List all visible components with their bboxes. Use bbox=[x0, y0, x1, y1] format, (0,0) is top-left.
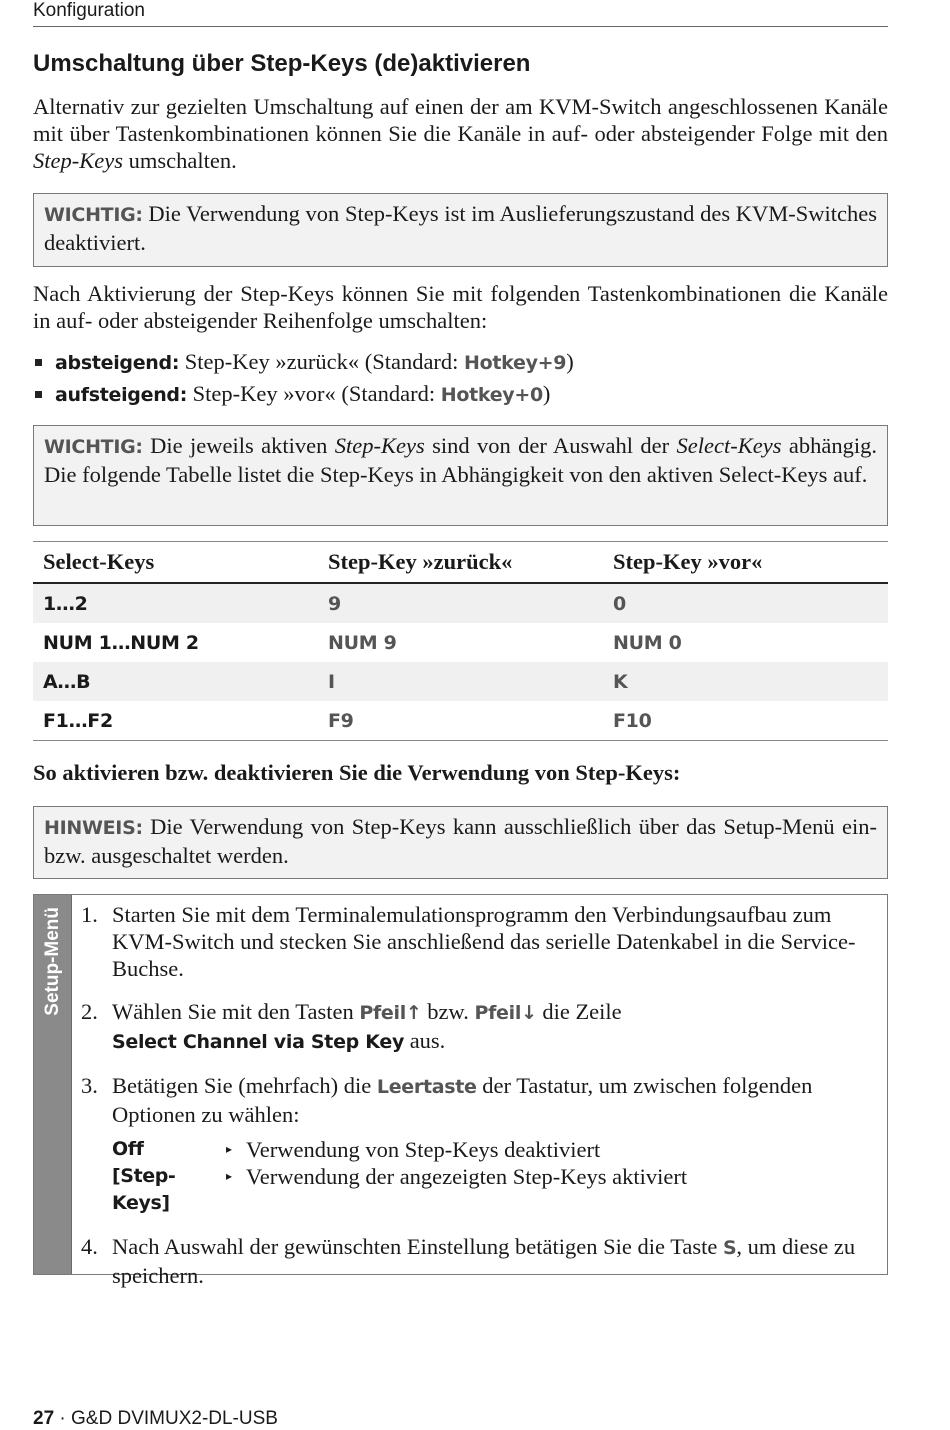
step-number: 2. bbox=[81, 999, 98, 1024]
key-s: S bbox=[722, 1237, 737, 1259]
option-description: Verwendung von Step-Keys deaktiviert bbox=[246, 1137, 601, 1162]
table-cell: I bbox=[318, 662, 603, 701]
table-cell: K bbox=[603, 662, 888, 701]
option-list bbox=[112, 1136, 871, 1217]
step-number: 1. bbox=[81, 902, 98, 927]
note-emphasis: Step-Keys bbox=[334, 433, 425, 458]
setup-menu-label: Setup-Menü bbox=[41, 907, 63, 1016]
table-cell: 0 bbox=[603, 583, 888, 623]
step-text: Starten Sie mit dem Terminalemulationsprogramm den Verbindungsaufbau zum KVM-Switch und stecken Sie anschließend das serielle Datenkabel in die Service-Buchse. bbox=[112, 902, 856, 981]
note-text: sind von der Auswahl der bbox=[424, 433, 677, 458]
step-text: Betätigen Sie (mehrfach) die bbox=[112, 1073, 377, 1098]
note-text: abhängig. Die folgende Tabelle listet die Step-Keys in Abhängigkeit von den aktiven Select-Keys auf. bbox=[44, 433, 877, 487]
step-text: aus. bbox=[404, 1028, 446, 1053]
header-rule bbox=[33, 26, 888, 27]
option-step-keys bbox=[112, 1163, 871, 1217]
bullet-text-end: ) bbox=[566, 349, 574, 374]
table-cell: F1…F2 bbox=[33, 701, 318, 741]
bullet-square-icon bbox=[35, 391, 42, 398]
note-label: HINWEIS: bbox=[44, 817, 143, 839]
table-cell: NUM 9 bbox=[328, 631, 397, 654]
step-4 bbox=[81, 1233, 871, 1289]
procedure-steps bbox=[81, 901, 871, 1305]
step-text: , um diese zu speichern. bbox=[112, 1234, 856, 1288]
activation-paragraph: Nach Aktivierung der Step-Keys können Sie mit folgenden Tastenkombinationen die Kanäle in auf- oder absteigender Reihenfolge umschalten: bbox=[33, 281, 888, 333]
step-text: bzw. bbox=[421, 999, 475, 1024]
step-text: der Tastatur, um zwischen folgenden Optionen zu wählen: bbox=[112, 1073, 813, 1127]
bullet-key: Hotkey+9 bbox=[464, 352, 567, 374]
table-cell: A…B bbox=[33, 662, 318, 701]
table-row bbox=[33, 583, 888, 623]
section-header: Konfiguration bbox=[33, 0, 145, 21]
bullet-text: Step-Key »vor« (Standard: bbox=[187, 381, 441, 406]
bullet-text: Step-Key »zurück« (Standard: bbox=[179, 349, 465, 374]
note-label: WICHTIG: bbox=[44, 204, 143, 226]
bullet-text-end: ) bbox=[542, 381, 551, 406]
step-text: die Zeile bbox=[536, 999, 622, 1024]
table-row bbox=[33, 662, 888, 701]
note-text: Die Verwendung von Step-Keys ist im Auslieferungszustand des KVM-Switches deaktiviert. bbox=[44, 201, 877, 255]
triangle-right-icon: ▸ bbox=[226, 1142, 233, 1156]
list-item-descending bbox=[33, 346, 888, 378]
footer-separator: · bbox=[54, 1408, 72, 1429]
bullet-label: absteigend: bbox=[55, 352, 180, 374]
setup-menu-sidebar bbox=[34, 895, 72, 1274]
table-row bbox=[33, 701, 888, 741]
step-number: 3. bbox=[81, 1073, 98, 1098]
key-space: Leertaste bbox=[376, 1076, 477, 1098]
column-header: Step-Key »vor« bbox=[603, 542, 888, 584]
note-label: WICHTIG: bbox=[44, 436, 143, 458]
product-name: G&D DVIMUX2-DL-USB bbox=[71, 1408, 278, 1429]
option-key: Off bbox=[112, 1138, 144, 1160]
intro-emphasis: Step-Keys bbox=[33, 148, 123, 173]
option-description: Verwendung der angezeigten Step-Keys aktiviert bbox=[246, 1164, 688, 1189]
option-off bbox=[112, 1136, 871, 1163]
intro-paragraph bbox=[33, 93, 888, 174]
bullet-square-icon bbox=[35, 359, 42, 366]
important-note-2 bbox=[33, 425, 888, 526]
page-footer bbox=[33, 1408, 278, 1430]
table-row bbox=[33, 623, 888, 662]
setup-menu-box bbox=[33, 894, 888, 1288]
table-header-row bbox=[33, 542, 888, 584]
intro-text: Alternativ zur gezielten Umschaltung auf einen der am KVM-Switch angeschlossenen Kanäle mit über Tastenkombinationen können Sie die Kanäle in auf- oder absteigender Folge mit den bbox=[33, 94, 888, 146]
option-key: [Step-Keys] bbox=[112, 1165, 176, 1214]
note-emphasis: Select-Keys bbox=[676, 433, 782, 458]
intro-text-end: umschalten. bbox=[122, 148, 237, 173]
step-keys-table bbox=[33, 541, 888, 741]
column-header: Select-Keys bbox=[33, 542, 318, 584]
bullet-label: aufsteigend: bbox=[55, 384, 188, 406]
page-title: Umschaltung über Step-Keys (de)aktivieren bbox=[33, 50, 531, 77]
list-item-ascending bbox=[33, 378, 888, 410]
note-text: Die Verwendung von Step-Keys kann ausschließlich über das Setup-Menü ein- bzw. ausgeschaltet werden. bbox=[44, 814, 877, 868]
table-cell: F10 bbox=[603, 701, 888, 741]
key-arrow-down: Pfeil↓ bbox=[474, 1002, 537, 1024]
column-header: Step-Key »zurück« bbox=[318, 542, 603, 584]
procedure-heading: So aktivieren bzw. deaktivieren Sie die Verwendung von Step-Keys: bbox=[33, 760, 681, 785]
step-key-list bbox=[33, 346, 888, 410]
step-1 bbox=[81, 901, 871, 982]
table-cell: NUM 1…NUM 2 bbox=[43, 631, 199, 654]
step-number: 4. bbox=[81, 1234, 98, 1259]
menu-line-name: Select Channel via Step Key bbox=[112, 1031, 405, 1053]
table-cell: F9 bbox=[318, 701, 603, 741]
step-3 bbox=[81, 1072, 871, 1217]
important-note-1 bbox=[33, 193, 888, 267]
table-cell: 1…2 bbox=[33, 583, 318, 623]
step-text: Wählen Sie mit den Tasten bbox=[112, 999, 360, 1024]
page-number: 27 bbox=[33, 1408, 55, 1429]
bullet-key: Hotkey+0 bbox=[440, 384, 543, 406]
table-cell: NUM 0 bbox=[613, 631, 682, 654]
step-text: Nach Auswahl der gewünschten Einstellung betätigen Sie die Taste bbox=[112, 1234, 723, 1259]
note-text: Die jeweils aktiven bbox=[142, 433, 335, 458]
table-cell: 9 bbox=[318, 583, 603, 623]
hint-note bbox=[33, 806, 888, 879]
triangle-right-icon: ▸ bbox=[226, 1169, 233, 1183]
key-arrow-up: Pfeil↑ bbox=[359, 1002, 422, 1024]
step-2 bbox=[81, 998, 871, 1056]
